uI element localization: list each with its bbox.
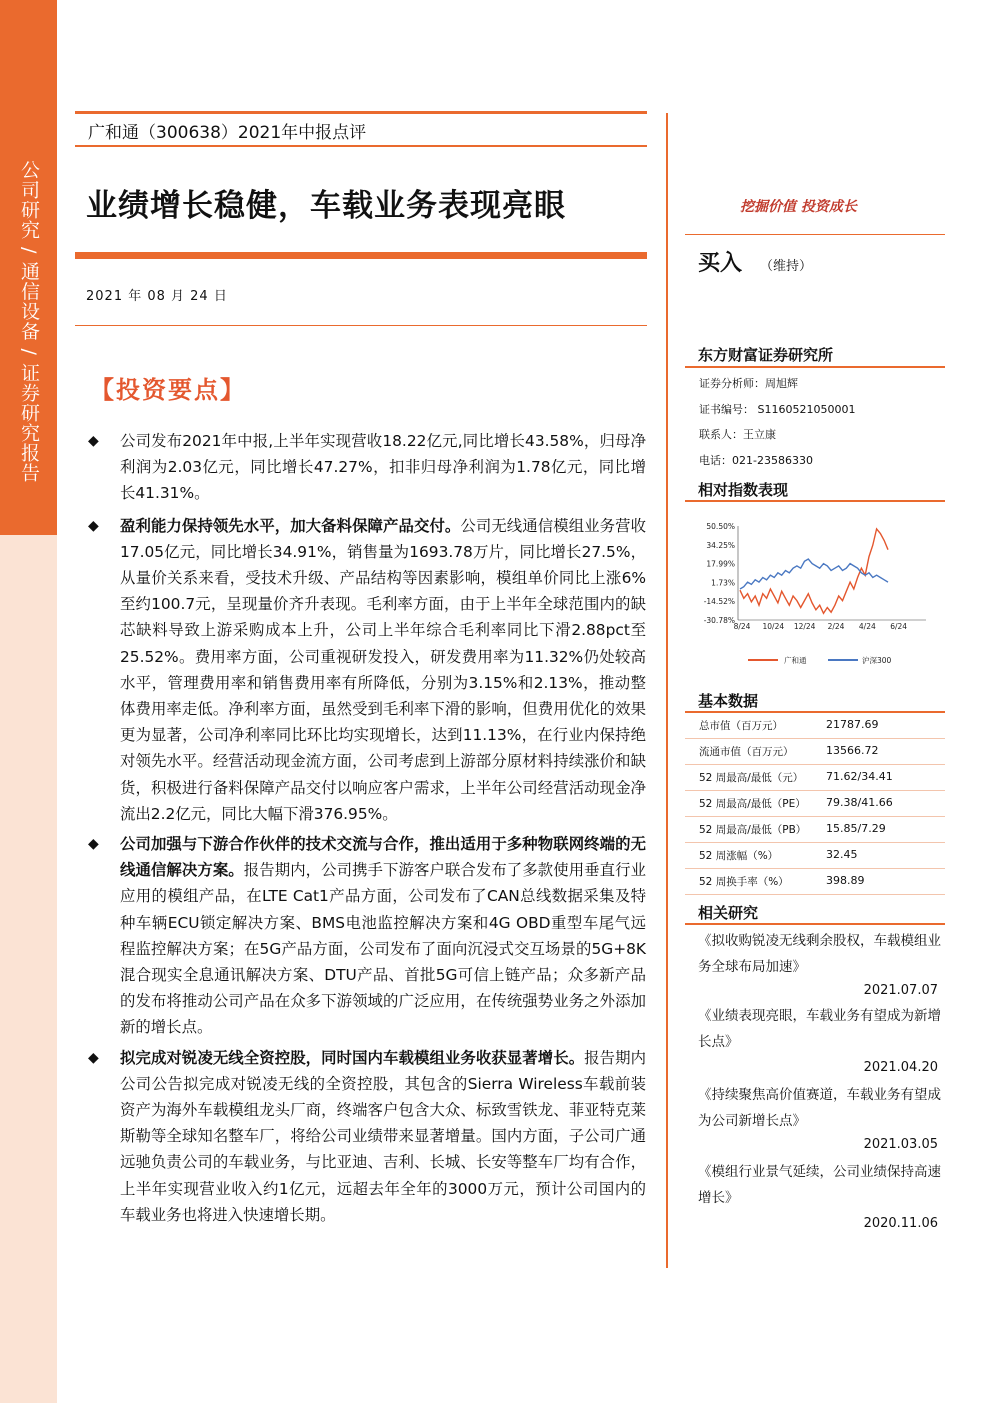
rule bbox=[685, 366, 945, 368]
basic-data-value: 21787.69 bbox=[826, 718, 879, 731]
rating: 买入 bbox=[698, 251, 743, 276]
legend-label-ght: 广和通 bbox=[784, 656, 807, 665]
row-divider bbox=[685, 816, 945, 817]
analyst: 证券分析师：周旭辉 bbox=[699, 377, 798, 390]
rating-note: （维持） bbox=[760, 259, 813, 274]
institute-name: 东方财富证券研究所 bbox=[698, 346, 834, 364]
bullet-4 bbox=[86, 1045, 646, 1228]
research-date: 2021.04.20 bbox=[863, 1060, 938, 1075]
rating-rule bbox=[685, 234, 945, 235]
basic-data-value: 32.45 bbox=[826, 848, 858, 861]
research-item[interactable]: 《持续聚焦高价值赛道，车载业务有望成为公司新增长点》 bbox=[698, 1087, 941, 1129]
certificate: 证书编号： S1160521050001 bbox=[699, 403, 856, 416]
bullet-text: 报告期内公司公告拟完成对锐凌无线的全资控股，其包含的Sierra Wireless车载前装资产为海外车载模组龙头厂商，终端客户包含大众、标致雪铁龙、菲亚特克莱斯勒等全球知名整车厂，将给公司业绩带来显著增量。国内方面，子公司广通远驰负责公司的车载业务，与比亚迪、吉利、长城、长安等整车厂均有合作，上半年实现营业收入约1亿元，远超去年全年的3000万元，预计公司国内的车载业务也将进入快速增长期。 bbox=[120, 1048, 646, 1224]
bullet-bold: 公司加强与下游合作伙伴的技术交流与合作，推出适用于多种物联网终端的无线通信解决方案。 bbox=[120, 835, 646, 880]
contact: 联系人：王立康 bbox=[699, 428, 776, 441]
y-tick-label: 34.25% bbox=[706, 540, 735, 550]
y-tick-label: 17.99% bbox=[706, 559, 735, 569]
basic-data-value: 15.85/7.29 bbox=[826, 822, 886, 835]
basic-data-label: 52 周涨幅（%） bbox=[699, 850, 779, 862]
bullet-2 bbox=[86, 513, 646, 827]
y-tick-label: -30.78% bbox=[703, 616, 735, 625]
related-research-title: 相关研究 bbox=[698, 904, 759, 922]
diamond-icon: ◆ bbox=[88, 433, 99, 449]
body-divider bbox=[666, 113, 668, 1268]
main-body bbox=[86, 428, 646, 1228]
research-item[interactable]: 《拟收购锐凌无线剩余股权，车载模组业务全球布局加速》 bbox=[698, 933, 941, 975]
x-tick-label: 10/24 bbox=[762, 622, 785, 631]
bullet-1 bbox=[86, 428, 646, 507]
x-tick-label: 6/24 bbox=[890, 622, 908, 631]
diamond-icon: ◆ bbox=[88, 1049, 99, 1066]
bullet-text: 公司发布2021年中报,上半年实现营收18.22亿元,同比增长43.58%，归母净利润为2.03亿元，同比增长47.27%，扣非归母净利润为1.78亿元，同比增长41.31%。 bbox=[120, 432, 646, 503]
sidebar-label: 公司研究 / 通信设备 / 证券研究报告 bbox=[18, 160, 40, 483]
basic-data-value: 79.38/41.66 bbox=[826, 796, 893, 809]
y-tick-label: 50.50% bbox=[706, 522, 735, 531]
row-divider bbox=[685, 868, 945, 869]
report-date: 2021 年 08 月 24 日 bbox=[86, 289, 228, 304]
basic-data-label: 52 周换手率（%） bbox=[699, 876, 789, 888]
series-line-1 bbox=[740, 559, 888, 589]
section-title: 【投资要点】 bbox=[90, 376, 246, 404]
diamond-icon: ◆ bbox=[88, 517, 99, 534]
diamond-icon: ◆ bbox=[88, 836, 99, 853]
basic-data-value: 13566.72 bbox=[826, 744, 879, 757]
x-tick-label: 2/24 bbox=[827, 622, 845, 631]
subtitle-rule bbox=[75, 145, 647, 147]
relative-index-chart bbox=[698, 518, 938, 668]
chart-title: 相对指数表现 bbox=[698, 481, 789, 499]
basic-data-label: 流通市值（百万元） bbox=[699, 746, 794, 758]
research-item[interactable]: 《业绩表现亮眼，车载业务有望成为新增长点》 bbox=[698, 1008, 941, 1050]
bullet-3 bbox=[86, 831, 646, 1041]
legend-label-hs300: 沪深300 bbox=[862, 656, 892, 665]
basic-data-value: 398.89 bbox=[826, 874, 865, 887]
bullet-bold: 拟完成对锐凌无线全资控股，同时国内车载模组业务收获显著增长。 bbox=[120, 1048, 585, 1067]
basic-data-title: 基本数据 bbox=[698, 692, 759, 710]
row-divider bbox=[685, 842, 945, 843]
date-rule bbox=[75, 325, 647, 326]
phone: 电话：021-23586330 bbox=[699, 454, 813, 467]
rule bbox=[685, 711, 945, 713]
research-date: 2021.03.05 bbox=[863, 1137, 938, 1152]
row-divider bbox=[685, 790, 945, 791]
basic-data-value: 71.62/34.41 bbox=[826, 770, 893, 783]
rule bbox=[685, 923, 945, 925]
report-subtitle: 广和通（300638）2021年中报点评 bbox=[88, 123, 367, 143]
row-divider bbox=[685, 764, 945, 765]
x-tick-label: 8/24 bbox=[733, 622, 751, 631]
research-date: 2021.07.07 bbox=[863, 983, 938, 998]
bullet-bold: 盈利能力保持领先水平，加大备料保障产品交付。 bbox=[120, 516, 461, 535]
bullet-text: 报告期内，公司携手下游客户联合发布了多款使用垂直行业应用的模组产品，在LTE Cat1产品方面，公司发布了CAN总线数据采集及特种车辆ECU锁定解决方案、BMS电池监控解决方案和4G OBD重型车尾气远程监控解决方案；在5G产品方面，公司发布了面向沉浸式交互场景的5G+8K混合现实全息通讯解决方案、DTU产品、首批5G可信上链产品；众多新产品的发布将推动公司产品在众多下游领域的广泛应用，在传统强势业务之外添加新的增长点。 bbox=[120, 861, 646, 1037]
x-tick-label: 12/24 bbox=[793, 622, 816, 631]
page-title: 业绩增长稳健，车载业务表现亮眼 bbox=[86, 188, 566, 224]
y-tick-label: 1.73% bbox=[711, 578, 735, 588]
research-date: 2020.11.06 bbox=[863, 1216, 938, 1231]
rule bbox=[685, 500, 945, 502]
basic-data-label: 总市值（百万元） bbox=[699, 720, 783, 732]
bullet-text: 公司无线通信模组业务营收17.05亿元，同比增长34.91%，销售量为1693.78万片，同比增长27.5%，从量价关系来看，受技术升级、产品结构等因素影响，模组单价同比上涨6%至约100.7元，呈现量价齐升表现。毛利率方面，由于上半年全球范围内的缺芯缺料导致上游采购成本上升，公司上半年综合毛利率同比下滑2.88pct至25.52%。费用率方面，公司重视研发投入，研发费用率为11.32%仍处较高水平，管理费用率和销售费用率有所降低，分别为3.15%和2.13%，推动整体费用率走低。净利率方面，虽然受到毛利率下滑的影响，但费用优化的效果更为显著，公司净利率同比环比均实现增长，达到11.13%，在行业内保持绝对领先水平。经营活动现金流方面，公司考虑到上游部分原材料持续涨价和缺货，积极进行备料保障产品交付以响应客户需求，上半年公司经营活动现金净流出2.2亿元，同比大幅下滑376.95%。 bbox=[120, 516, 646, 823]
basic-data-label: 52 周最高/最低（元） bbox=[699, 772, 804, 784]
row-divider bbox=[685, 894, 945, 895]
basic-data-label: 52 周最高/最低（PE） bbox=[699, 798, 806, 810]
slogan: 挖掘价值 投资成长 bbox=[740, 199, 857, 215]
research-item[interactable]: 《模组行业景气延续，公司业绩保持高速增长》 bbox=[698, 1164, 941, 1206]
row-divider bbox=[685, 738, 945, 739]
series-line-0 bbox=[740, 529, 888, 613]
x-tick-label: 4/24 bbox=[858, 622, 876, 631]
top-rule bbox=[75, 111, 647, 114]
title-rule bbox=[75, 252, 647, 259]
basic-data-label: 52 周最高/最低（PB） bbox=[699, 824, 807, 836]
y-tick-label: -14.52% bbox=[703, 597, 735, 607]
